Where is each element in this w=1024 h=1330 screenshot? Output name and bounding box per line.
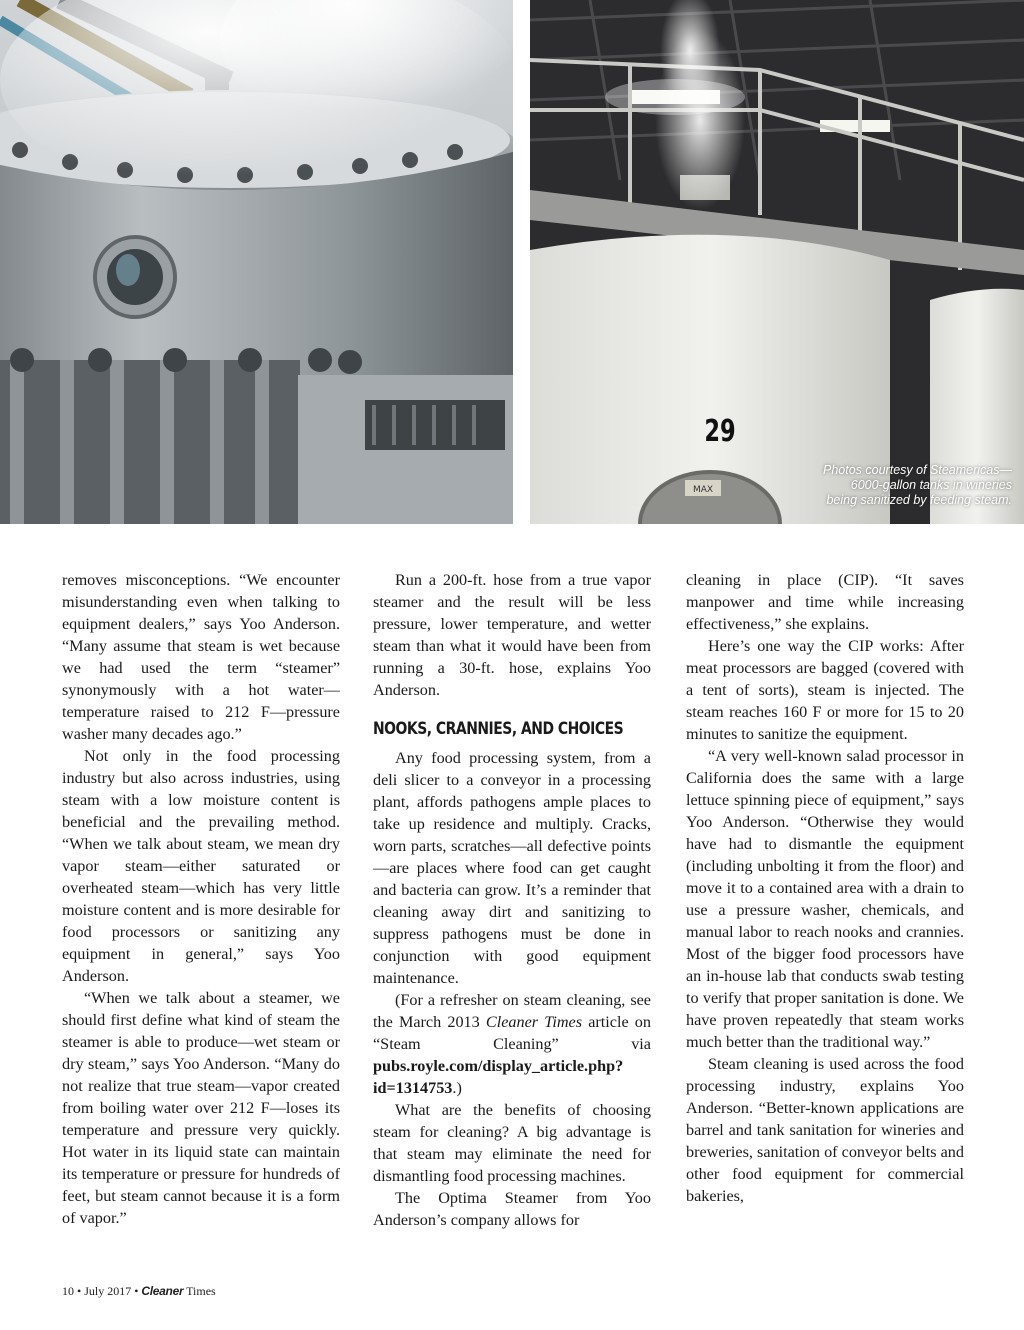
winery-tanks-illustration bbox=[530, 0, 1024, 524]
paragraph: removes misconceptions. “We encounter misunderstanding even when talking to equipment dealers,” says Yoo Anderson. “Many assume that steam is wet because we had used the term “steamer” synonymously with a hot water—temperature raised to 212 F—pressure washer many decades ago.” bbox=[62, 571, 340, 743]
paragraph: “A very well-known salad processor in California does the same with a large lettuce spinning piece of equipment,” says Yoo Anderson. “Otherwise they would have had to dismantle the equipment (including unbolting it from the floor) and move it to a contained area with a drain to use a pressure washer, chemicals, and manual labor to reach nooks and crannies. Most of the bigger food processors have an in-house lab that conducts swab testing to verify that proper sanitation is done. We have proven repeatedly that steam works much better than the traditional way.” bbox=[686, 747, 964, 1051]
paragraph: Not only in the food processing industry but also across industries, using steam with a low moisture content is beneficial and the prevailing method. “When we talk about steam, we mean dry vapor steam—either saturated or overheated steam—which has very little moisture content and is more desirable for food processors or sanitizing any equipment in general,” says Yoo Anderson. bbox=[62, 747, 340, 985]
paragraph-text: .) bbox=[452, 1079, 462, 1097]
paragraph-text: (For a refresher on steam cleaning, see the March 2013 bbox=[373, 991, 651, 1031]
photo-steam-vessel bbox=[0, 0, 513, 524]
paragraph-text: article on “Steam Cleaning” via bbox=[373, 1013, 651, 1053]
paragraph: Steam cleaning is used across the food processing industry, explains Yoo Anderson. “Better-known applications are barrel and tank sanitation for wineries and breweries, sanitation of conveyor belts and other food equipment for commercial bakeries, bbox=[686, 1055, 964, 1205]
paragraph: What are the benefits of choosing steam for cleaning? A big advantage is that steam may eliminate the need for dismantling food processing machines. bbox=[373, 1101, 651, 1185]
paragraph: Run a 200-ft. hose from a true vapor steamer and the result will be less pressure, lower temperature, and wetter steam than what it would have been from running a 30-ft. hose, explains Yoo Anderson. bbox=[373, 571, 651, 699]
magazine-brand: Cleaner bbox=[141, 1284, 184, 1298]
magazine-title: Cleaner Times bbox=[485, 1013, 583, 1031]
paragraph-refresher bbox=[373, 989, 651, 1099]
article-column-3 bbox=[686, 569, 964, 1207]
paragraph: Any food processing system, from a deli slicer to a conveyor in a processing plant, affords pathogens ample places to take up residence and multiply. Cracks, worn parts, scratches—all defective points—are places where food can get caught and bacteria can grow. It’s a reminder that cleaning away dirt and sanitizing to suppress pathogens must be done in conjunction with good equipment maintenance. bbox=[373, 749, 651, 987]
paragraph: The Optima Steamer from Yoo Anderson’s company allows for bbox=[373, 1189, 651, 1229]
paragraph: Here’s one way the CIP works: After meat processors are bagged (covered with a tent of sorts), steam is injected. The steam reaches 160 F or more for 15 to 20 minutes to sanitize the equipment. bbox=[686, 637, 964, 743]
page-footer bbox=[62, 1284, 216, 1299]
page-info: 10 • July 2017 • bbox=[62, 1284, 142, 1298]
tank-number: 29 bbox=[704, 413, 736, 449]
tank-badge: MAX bbox=[692, 485, 714, 495]
magazine-brand-suffix: Times bbox=[183, 1284, 216, 1298]
article-column-1 bbox=[62, 569, 340, 1229]
article-column-2 bbox=[373, 569, 651, 1231]
section-heading: NOOKS, CRANNIES, AND CHOICES bbox=[373, 719, 624, 739]
caption-line-3: being sanitized by feeding steam. bbox=[826, 493, 1012, 507]
article-link[interactable]: pubs.royle.com/display_article.php?id=1314753 bbox=[373, 1057, 624, 1097]
steam-vessel-illustration bbox=[0, 0, 513, 524]
paragraph: “When we talk about a steamer, we should first define what kind of steam the steamer is able to produce—wet steam or dry steam,” says Yoo Anderson. “Many do not realize that true steam—vapor created from boiling water over 212 F—loses its temperature and pressure very quickly. Hot water in its liquid state can maintain its temperature or pressure for hundreds of feet, but steam cannot because it is a form of vapor.” bbox=[62, 989, 340, 1227]
photo-winery-tanks bbox=[530, 0, 1024, 524]
paragraph: cleaning in place (CIP). “It saves manpower and time while increasing effectiveness,” she explains. bbox=[686, 571, 964, 633]
caption-line-1: Photos courtesy of Steamericas— bbox=[823, 463, 1012, 477]
photo-caption bbox=[772, 463, 1012, 508]
caption-line-2: 6000-gallon tanks in wineries bbox=[850, 478, 1012, 492]
